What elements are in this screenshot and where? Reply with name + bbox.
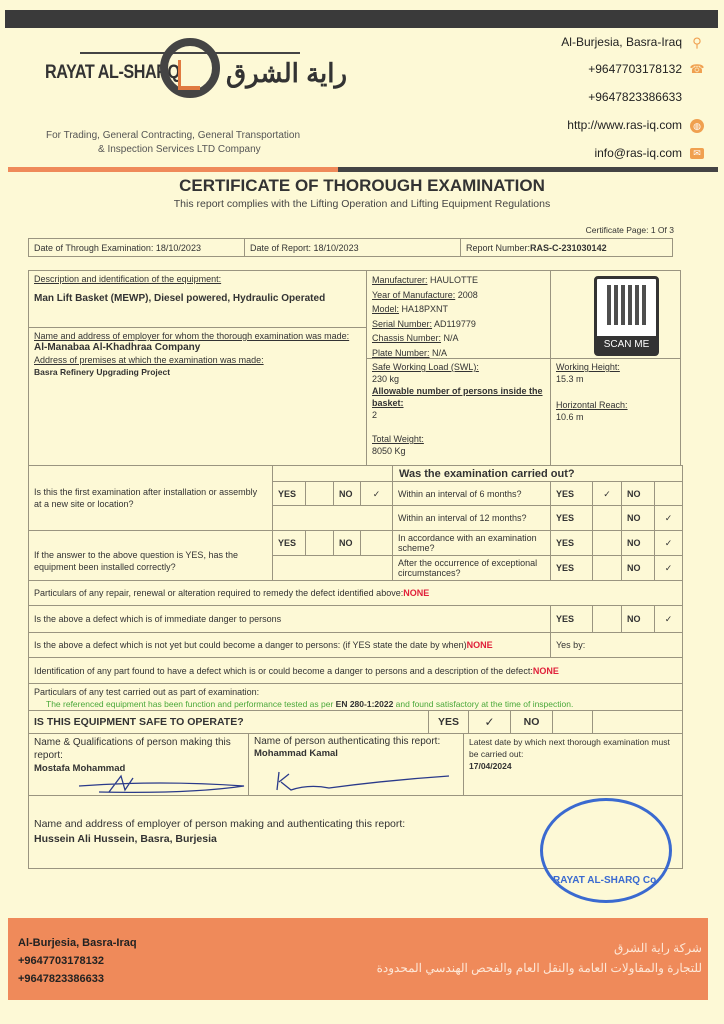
- tests-value: The referenced equipment has been function and performance tested as per EN 280-1:2022 and found satisfactory at the time of inspection.: [46, 699, 574, 709]
- persons-label: Allowable number of persons inside the basket:: [372, 386, 543, 408]
- footer-arabic-1: شركة راية الشرق: [613, 941, 702, 955]
- q1-no[interactable]: NO: [333, 481, 361, 506]
- exam-row-yes-check-icon[interactable]: ✓: [592, 481, 622, 506]
- contact-address: Al-Burjesia, Basra-Iraq: [561, 35, 682, 49]
- exam-row-no-check-icon[interactable]: ✓: [654, 505, 683, 531]
- q2-no[interactable]: NO: [333, 530, 361, 556]
- footer-phone-1: +9647703178132: [18, 955, 104, 967]
- spec-serial: Serial Number: AD119779: [372, 318, 476, 329]
- employer-label: Name and address of employer for whom the thorough examination was made:: [34, 331, 350, 341]
- spec-manufacturer: Manufacturer: HAULOTTE: [372, 275, 479, 285]
- certificate-title: CERTIFICATE OF THOROUGH EXAMINATION: [179, 176, 545, 195]
- report-date: Date of Report: 18/10/2023: [244, 238, 461, 257]
- weight-label: Total Weight:: [372, 434, 424, 444]
- tagline-1: For Trading, General Contracting, General Transportation: [46, 130, 301, 141]
- future-none: NONE: [466, 640, 493, 650]
- logo-pumpjack-icon: [178, 60, 200, 90]
- blank: [272, 555, 393, 581]
- phone-icon: ☎: [689, 62, 705, 76]
- maker-label: Name & Qualifications of person making this report:: [34, 737, 231, 761]
- q1-no-check-icon[interactable]: ✓: [360, 481, 393, 506]
- load-cell: [366, 358, 551, 466]
- exam-row-question: In accordance with an examination scheme?: [392, 530, 551, 556]
- exam-row-no[interactable]: NO: [621, 530, 655, 556]
- logo-line: [80, 52, 300, 54]
- report-number-value: RAS-C-231030142: [530, 242, 607, 253]
- divider-dark: [338, 167, 718, 172]
- q2-yes[interactable]: YES: [272, 530, 306, 556]
- premises-label: Address of premises at which the examination was made:: [34, 355, 264, 365]
- identification-none: NONE: [532, 665, 559, 676]
- employer-cell: [28, 327, 367, 466]
- future-danger-question: Is the above a defect which is not yet but could become a danger to persons: (if YES state the date by when) NONE: [28, 632, 551, 658]
- immediate-no-check-icon[interactable]: ✓: [654, 605, 683, 633]
- mail-icon: ✉: [690, 148, 704, 159]
- contact-phone-1: +9647703178132: [588, 62, 682, 76]
- exam-row-no[interactable]: NO: [621, 481, 655, 506]
- next-exam-cell: [463, 733, 683, 796]
- safe-no-box[interactable]: [552, 710, 593, 734]
- employer-block-label: Name and address of employer of person making and authenticating this report:: [34, 818, 406, 830]
- safe-to-operate-label: IS THIS EQUIPMENT SAFE TO OPERATE?: [28, 710, 429, 734]
- footer-arabic-2: للتجارة والمقاولات العامة والنقل العام والفحص الهندسي المحدودة: [376, 961, 702, 975]
- tests-label: Particulars of any test carried out as part of examination:: [34, 687, 260, 697]
- footer-arabic: [377, 938, 702, 978]
- next-exam-label: Latest date by which next thorough examination must be carried out:: [469, 737, 670, 759]
- swl-label: Safe Working Load (SWL):: [372, 362, 479, 372]
- footer-contacts: [18, 934, 137, 988]
- auth-name: Mohammad Kamal: [254, 748, 338, 759]
- repair-row: Particulars of any repair, renewal or alteration required to remedy the defect identified above: NONE: [28, 580, 683, 606]
- exam-row-question: After the occurrence of exceptional circumstances?: [392, 555, 551, 581]
- q1-yes[interactable]: YES: [272, 481, 306, 506]
- premises-value: Basra Refinery Upgrading Project: [34, 367, 171, 377]
- exam-row-yes-check-icon[interactable]: [592, 505, 622, 531]
- identification-row: Identification of any part found to have a defect which is or could become a danger to persons and a description of the defect: NONE: [28, 657, 683, 684]
- exam-date: Date of Through Examination: 18/10/2023: [28, 238, 245, 257]
- blank: [272, 465, 393, 482]
- exam-row-yes-check-icon[interactable]: [592, 530, 622, 556]
- immediate-no[interactable]: NO: [621, 605, 655, 633]
- exam-row-no-check-icon[interactable]: [654, 481, 683, 506]
- reach-label: Horizontal Reach:: [556, 400, 628, 410]
- employer-value: Al-Manabaa Al-Khadhraa Company: [34, 342, 201, 353]
- company-stamp: RAYAT AL-SHARQ Co.: [540, 798, 672, 903]
- spec-model: Model: HA18PXNT: [372, 304, 449, 314]
- exam-row-question: Within an interval of 12 months?: [392, 505, 551, 531]
- repair-none: NONE: [403, 588, 430, 598]
- tests-row: [28, 683, 683, 711]
- footer-address: Al-Burjesia, Basra-Iraq: [18, 937, 137, 949]
- auth-signature: [269, 762, 459, 794]
- exam-row-no-check-icon[interactable]: ✓: [654, 555, 683, 581]
- spec-plate: Plate Number: N/A: [372, 347, 448, 358]
- next-exam-date: 17/04/2024: [469, 761, 512, 771]
- specs-cell: [366, 270, 551, 359]
- company-name-en: RAYAT AL-SHARQ: [45, 62, 180, 83]
- yes-by-field[interactable]: Yes by:: [550, 632, 683, 658]
- q2-no-box[interactable]: [360, 530, 393, 556]
- maker-name: Mostafa Mohammad: [34, 763, 126, 774]
- desc-label: Description and identification of the equipment:: [34, 274, 222, 284]
- safe-yes-check-icon[interactable]: ✓: [468, 710, 511, 734]
- exam-row-yes[interactable]: YES: [550, 555, 593, 581]
- q2-yes-box[interactable]: [305, 530, 334, 556]
- exam-row-no-check-icon[interactable]: ✓: [654, 530, 683, 556]
- top-bar: [5, 10, 718, 28]
- tagline-2: & Inspection Services LTD Company: [98, 144, 261, 155]
- exam-row-question: Within an interval of 6 months?: [392, 481, 551, 506]
- employer-block-value: Hussein Ali Hussein, Basra, Burjesia: [34, 833, 217, 845]
- swl-value: 230 kg: [372, 374, 400, 384]
- immediate-danger-question: Is the above a defect which is of immediate danger to persons: [28, 605, 551, 633]
- page-number: Certificate Page: 1 Of 3: [585, 225, 674, 235]
- auth-label: Name of person authenticating this report:: [254, 736, 441, 747]
- reach-cell: [550, 358, 681, 466]
- company-name-ar: راية الشرق: [226, 58, 348, 88]
- report-number: [460, 238, 673, 257]
- report-number-label: Report Number:: [466, 242, 531, 253]
- certificate-subtitle: This report complies with the Lifting Operation and Lifting Equipment Regulations: [173, 198, 551, 210]
- globe-icon: ◍: [690, 119, 704, 133]
- maker-cell: [28, 733, 249, 796]
- reach-value: 10.6 m: [556, 412, 584, 422]
- exam-row-no[interactable]: NO: [621, 505, 655, 531]
- spec-chassis: Chassis Number: N/A: [372, 333, 459, 343]
- exam-row-no[interactable]: NO: [621, 555, 655, 581]
- weight-value: 8050 Kg: [372, 446, 406, 456]
- auth-cell: [248, 733, 464, 796]
- q1-yes-box[interactable]: [305, 481, 334, 506]
- contact-phone-2: +9647823386633: [588, 90, 682, 104]
- equipment-description-cell: [28, 270, 367, 328]
- height-value: 15.3 m: [556, 374, 584, 384]
- divider-orange: [8, 167, 338, 172]
- exam-row-yes[interactable]: YES: [550, 530, 593, 556]
- desc-value: Man Lift Basket (MEWP), Diesel powered, Hydraulic Operated: [34, 293, 326, 304]
- location-pin-icon: ⚲: [692, 35, 702, 50]
- contact-website[interactable]: http://www.ras-iq.com: [567, 118, 682, 132]
- immediate-yes[interactable]: YES: [550, 605, 593, 633]
- qr-code-icon[interactable]: [594, 276, 659, 356]
- maker-signature: [69, 772, 249, 796]
- exam-row-yes[interactable]: YES: [550, 505, 593, 531]
- qr-cell: [550, 270, 681, 359]
- persons-value: 2: [372, 410, 378, 420]
- contact-email[interactable]: info@ras-iq.com: [594, 146, 682, 160]
- safe-yes[interactable]: YES: [428, 710, 469, 734]
- scan-me-label: SCAN ME: [597, 336, 656, 353]
- installed-question: If the answer to the above question is YES, has the equipment been installed correctly?: [28, 530, 273, 581]
- blank: [592, 710, 683, 734]
- height-label: Working Height:: [556, 362, 620, 372]
- exam-row-yes[interactable]: YES: [550, 481, 593, 506]
- exam-row-yes-check-icon[interactable]: [592, 555, 622, 581]
- blank: [272, 505, 393, 531]
- carried-out-heading: Was the examination carried out?: [392, 465, 683, 482]
- footer-phone-2: +9647823386633: [18, 973, 104, 985]
- safe-no[interactable]: NO: [510, 710, 553, 734]
- first-exam-question: Is this the first examination after installation or assembly at a new site or location?: [28, 465, 273, 531]
- spec-year: Year of Manufacture: 2008: [372, 289, 478, 300]
- immediate-yes-box[interactable]: [592, 605, 622, 633]
